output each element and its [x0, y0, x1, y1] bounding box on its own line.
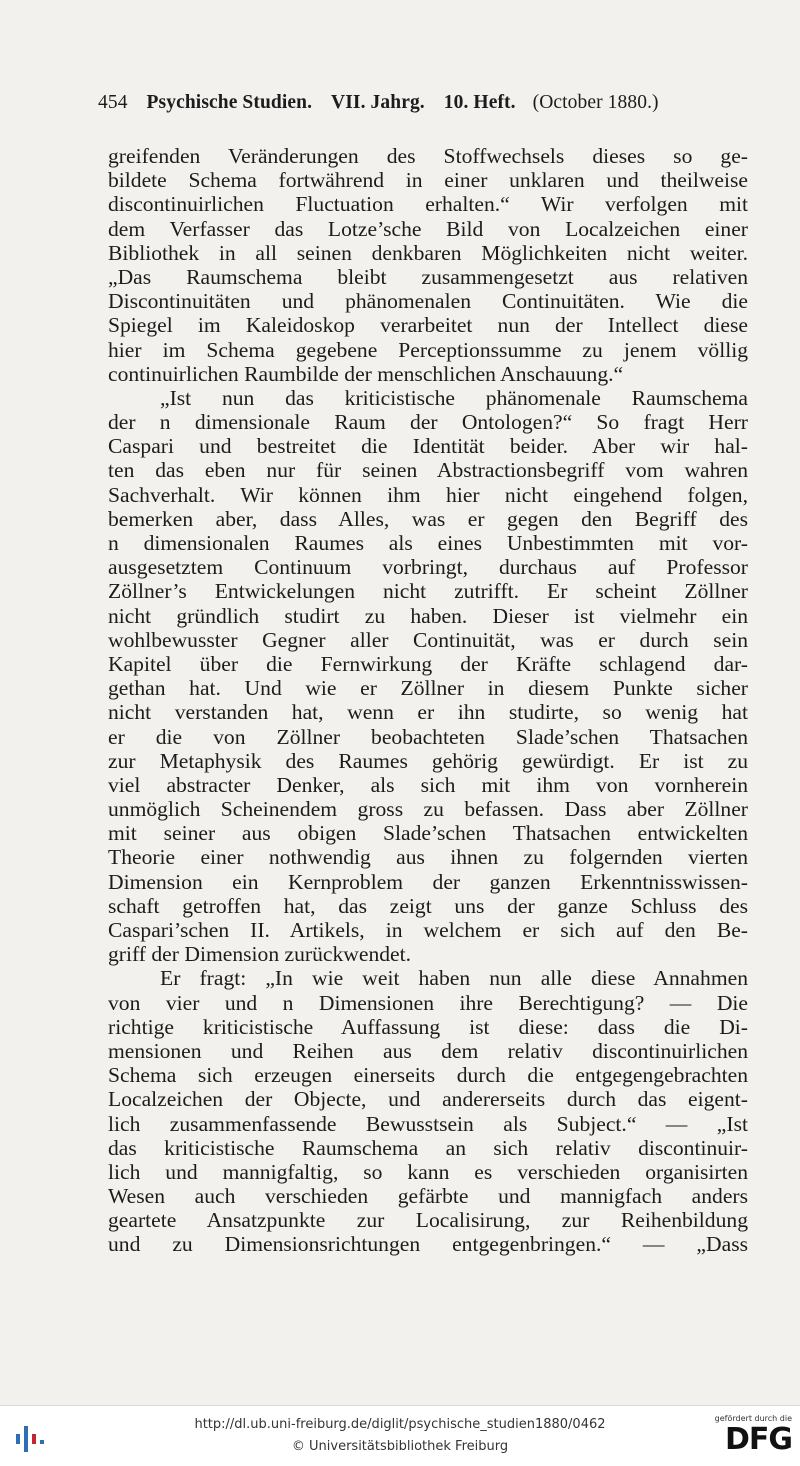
text-line: lich und mannigfaltig, so kann es verschieden organisirten: [108, 1159, 748, 1184]
text-line: viel abstracter Denker, als sich mit ihm von vornherein: [108, 772, 748, 797]
text-line: Caspari und bestreitet die Identität beider. Aber wir hal-: [108, 434, 748, 459]
text-line: schaft getroffen hat, das zeigt uns der ganze Schluss des: [108, 893, 748, 918]
text-line: dem Verfasser das Lotze’sche Bild von Localzeichen einer: [108, 216, 748, 241]
text-line: unmöglich Scheinendem gross zu befassen. Dass aber Zöllner: [108, 797, 748, 822]
journal-title: Psychische Studien.: [146, 92, 313, 113]
volume-year: VII. Jahrg.: [331, 92, 425, 113]
dfg-note: gefördert durch die: [714, 1414, 792, 1423]
text-line: Localzeichen der Objecte, und andererseits durch das eigent-: [108, 1087, 748, 1112]
body-text: [108, 144, 748, 1257]
text-line: von vier und n Dimensionen ihre Berechtigung? — Die: [108, 990, 748, 1015]
copyright-notice: © Universitätsbibliothek Freiburg: [291, 1439, 509, 1454]
text-line: gethan hat. Und wie er Zöllner in diesem Punkte sicher: [108, 676, 748, 701]
text-line: richtige kriticistische Auffassung ist diese: dass die Di-: [108, 1014, 748, 1039]
text-line: bildete Schema fortwährend in einer unklaren und theilweise: [108, 168, 748, 193]
text-line: griff der Dimension zurückwendet.: [108, 942, 412, 967]
text-line: n dimensionalen Raumes als eines Unbestimmten mit vor-: [108, 531, 748, 555]
text-line: mit seiner aus obigen Slade’schen Thatsachen entwickelten: [108, 821, 748, 846]
text-line: ausgesetztem Continuum vorbringt, durchaus auf Professor: [108, 555, 748, 580]
text-line: ten das eben nur für seinen Abstractionsbegriff vom wahren: [108, 458, 748, 483]
text-line: Wesen auch verschieden gefärbte und mannigfach anders: [108, 1184, 748, 1209]
text-line: Zöllner’s Entwickelungen nicht zutrifft. Er scheint Zöllner: [108, 579, 748, 604]
text-line: Bibliothek in all seinen denkbaren Möglichkeiten nicht weiter.: [108, 240, 748, 265]
text-line: und zu Dimensionsrichtungen entgegenbringen.“ — „Dass: [108, 1232, 748, 1257]
dfg-logo-text: DFG: [724, 1422, 792, 1457]
text-line: der n dimensionale Raum der Ontologen?“ So fragt Herr: [108, 410, 748, 435]
text-line: Er fragt: „In wie weit haben nun alle diese Annahmen: [160, 966, 748, 991]
text-line: er die von Zöllner beobachteten Slade’schen Thatsachen: [108, 724, 748, 749]
text-line: „Das Raumschema bleibt zusammengesetzt aus relativen: [108, 264, 748, 289]
text-line: zur Metaphysik des Raumes gehörig gewürdigt. Er ist zu: [108, 748, 748, 773]
text-line: „Ist nun das kriticistische phänomenale Raumschema: [160, 385, 748, 410]
source-url[interactable]: http://dl.ub.uni-freiburg.de/diglit/psychische_studien1880/0462: [194, 1417, 606, 1432]
issue-date: (October 1880.): [532, 92, 659, 113]
text-line: bemerken aber, dass Alles, was er gegen den Begriff des: [108, 506, 748, 531]
text-line: nicht gründlich studirt zu haben. Dieser ist vielmehr ein: [108, 603, 748, 628]
text-line: mensionen und Reihen aus dem relativ discontinuirlichen: [108, 1038, 748, 1063]
viewer-footer: [0, 1405, 800, 1466]
text-line: geartete Ansatzpunkte zur Localisirung, zur Reihenbildung: [108, 1208, 748, 1233]
text-line: Discontinuitäten und phänomenalen Continuitäten. Wie die: [108, 289, 748, 314]
dfg-logo: [702, 1414, 792, 1462]
text-line: Caspari’schen II. Artikels, in welchem er sich auf den Be-: [108, 918, 748, 942]
text-line: Kapitel über die Fernwirkung der Kräfte schlagend dar-: [108, 651, 748, 676]
text-line: Dimension ein Kernproblem der ganzen Erkenntnisswissen-: [108, 869, 748, 894]
text-line: nicht verstanden hat, wenn er ihn studirte, so wenig hat: [108, 700, 748, 725]
text-line: wohlbewusster Gegner aller Continuität, was er durch sein: [108, 627, 748, 652]
text-line: lich zusammenfassende Bewusstsein als Subject.“ — „Ist: [108, 1111, 748, 1136]
page-number: 454: [98, 92, 128, 113]
text-line: Sachverhalt. Wir können ihm hier nicht eingehend folgen,: [108, 482, 748, 507]
text-line: continuirlichen Raumbilde der menschlichen Anschauung.“: [108, 361, 624, 386]
issue-number: 10. Heft.: [443, 92, 516, 113]
text-line: Schema sich erzeugen einerseits durch die entgegengebrachten: [108, 1063, 748, 1088]
text-line: greifenden Veränderungen des Stoffwechsels dieses so ge-: [108, 144, 748, 168]
text-line: Theorie einer nothwendig aus ihnen zu folgernden vierten: [108, 845, 748, 870]
text-line: hier im Schema gegebene Perceptionssumme zu jenem völlig: [108, 337, 748, 362]
running-head: [98, 92, 758, 114]
text-line: das kriticistische Raumschema an sich relativ discontinuir-: [108, 1135, 748, 1160]
text-line: Spiegel im Kaleidoskop verarbeitet nun der Intellect diese: [108, 313, 748, 338]
text-line: discontinuirlichen Fluctuation erhalten.“ Wir verfolgen mit: [108, 192, 748, 217]
